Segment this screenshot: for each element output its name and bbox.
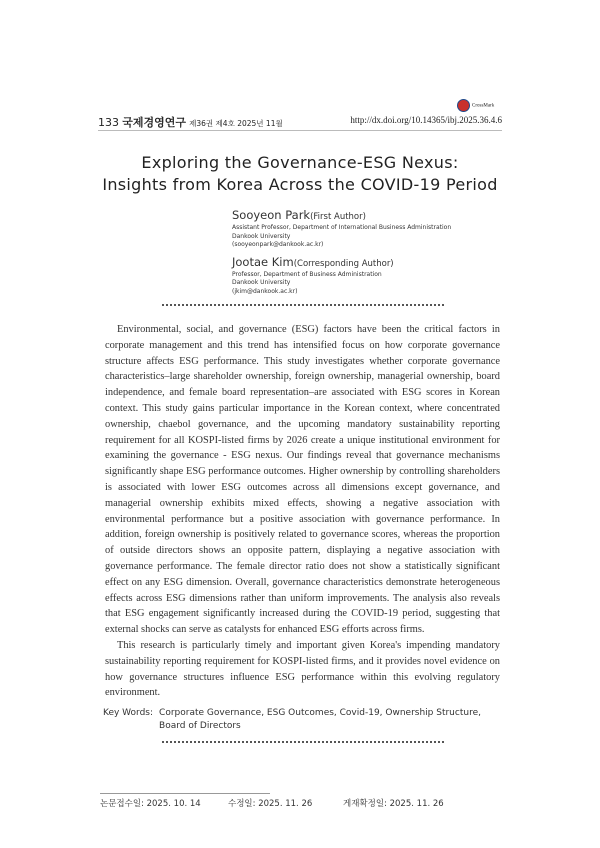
keywords: Key Words: Corporate Governance, ESG Outcomes, Covid-19, Ownership Structure, Board of Directors [103,708,481,732]
received-date: 논문접수일: 2025. 10. 14 [100,799,201,810]
author-email: (jkim@dankook.ac.kr) [232,287,298,295]
author-1: Sooyeon Park(First Author) Assistant Professor, Department of International Business Administration Dankook University (sooyeonpark@dankook.ac.kr) [232,208,562,250]
doi-link[interactable]: http://dx.doi.org/10.14365/ibj.2025.36.4.6 [350,115,502,125]
paper-title: Exploring the Governance-ESG Nexus: Insights from Korea Across the COVID-19 Period [102,153,498,194]
revised-date: 수정일: 2025. 11. 26 [228,799,313,810]
abstract: Environmental, social, and governance (ESG) factors have been the critical factors in corporate management and this trend has intensified focus on how corporate governance structure affects ESG performance. This study investigates whether corporate governance characteristics–large shareholder ownership, foreign ownership, managerial ownership, board independence, and female board representation–are associated with ESG scores in Korean context. This study gains particular importance in the Korean context, where concentrated ownership, chaebol governance, and the upcoming mandatory sustainability reporting requirement for all KOSPI-listed firms by 2026 create a unique institutional environment for examining the governance - ESG nexus. Our findings reveal that governance mechanisms significantly shape ESG performance outcomes. Higher ownership by controlling shareholders is associated with lower ESG outcomes across all dimensions except governance, and managerial ownership exhibits mixed effects, showing a negative association with environmental performance but a positive association with governance performance. In addition, foreign ownership is positively related to governance scores, whereas the proportion of outside directors shows an opposite pattern, displaying a negative association with governance performance. The female director ratio does not show a statistically significant effect on any ESG dimension. Overall, governance characteristics demonstrate heterogeneous effects across ESG dimensions rather than uniform improvements. The analysis also reveals that ESG engagement significantly increased during the COVID-19 period, suggesting that external shocks can serve as catalysts for enhanced ESG efforts across firms. This research is particularly timely and important given Korea's impending mandatory sustainability reporting requirement for KOSPI-listed firms, and it provides novel evidence on how governance structures influence ESG performance within this evolving regulatory environment. [105,324,500,699]
running-header [98,114,502,131]
divider [162,741,444,743]
crossmark-icon [457,99,470,112]
crossmark-badge[interactable]: CrossMark [457,99,494,112]
page-number: 133 [98,116,119,129]
volume-info: 제36권 제4호 2025년 11월 [189,119,283,128]
author-email: (sooyeonpark@dankook.ac.kr) [232,241,324,248]
page-body [0,152,600,810]
dates-row [100,798,500,810]
divider [162,304,444,306]
author-2: Jootae Kim(Corresponding Author) Professor, Department of Business Administration Dankook University (jkim@dankook.ac.kr) [232,255,562,297]
footnote-rule [100,793,270,794]
accepted-date: 게재확정일: 2025. 11. 26 [343,799,444,810]
journal-name: 국제경영연구 [122,116,186,129]
